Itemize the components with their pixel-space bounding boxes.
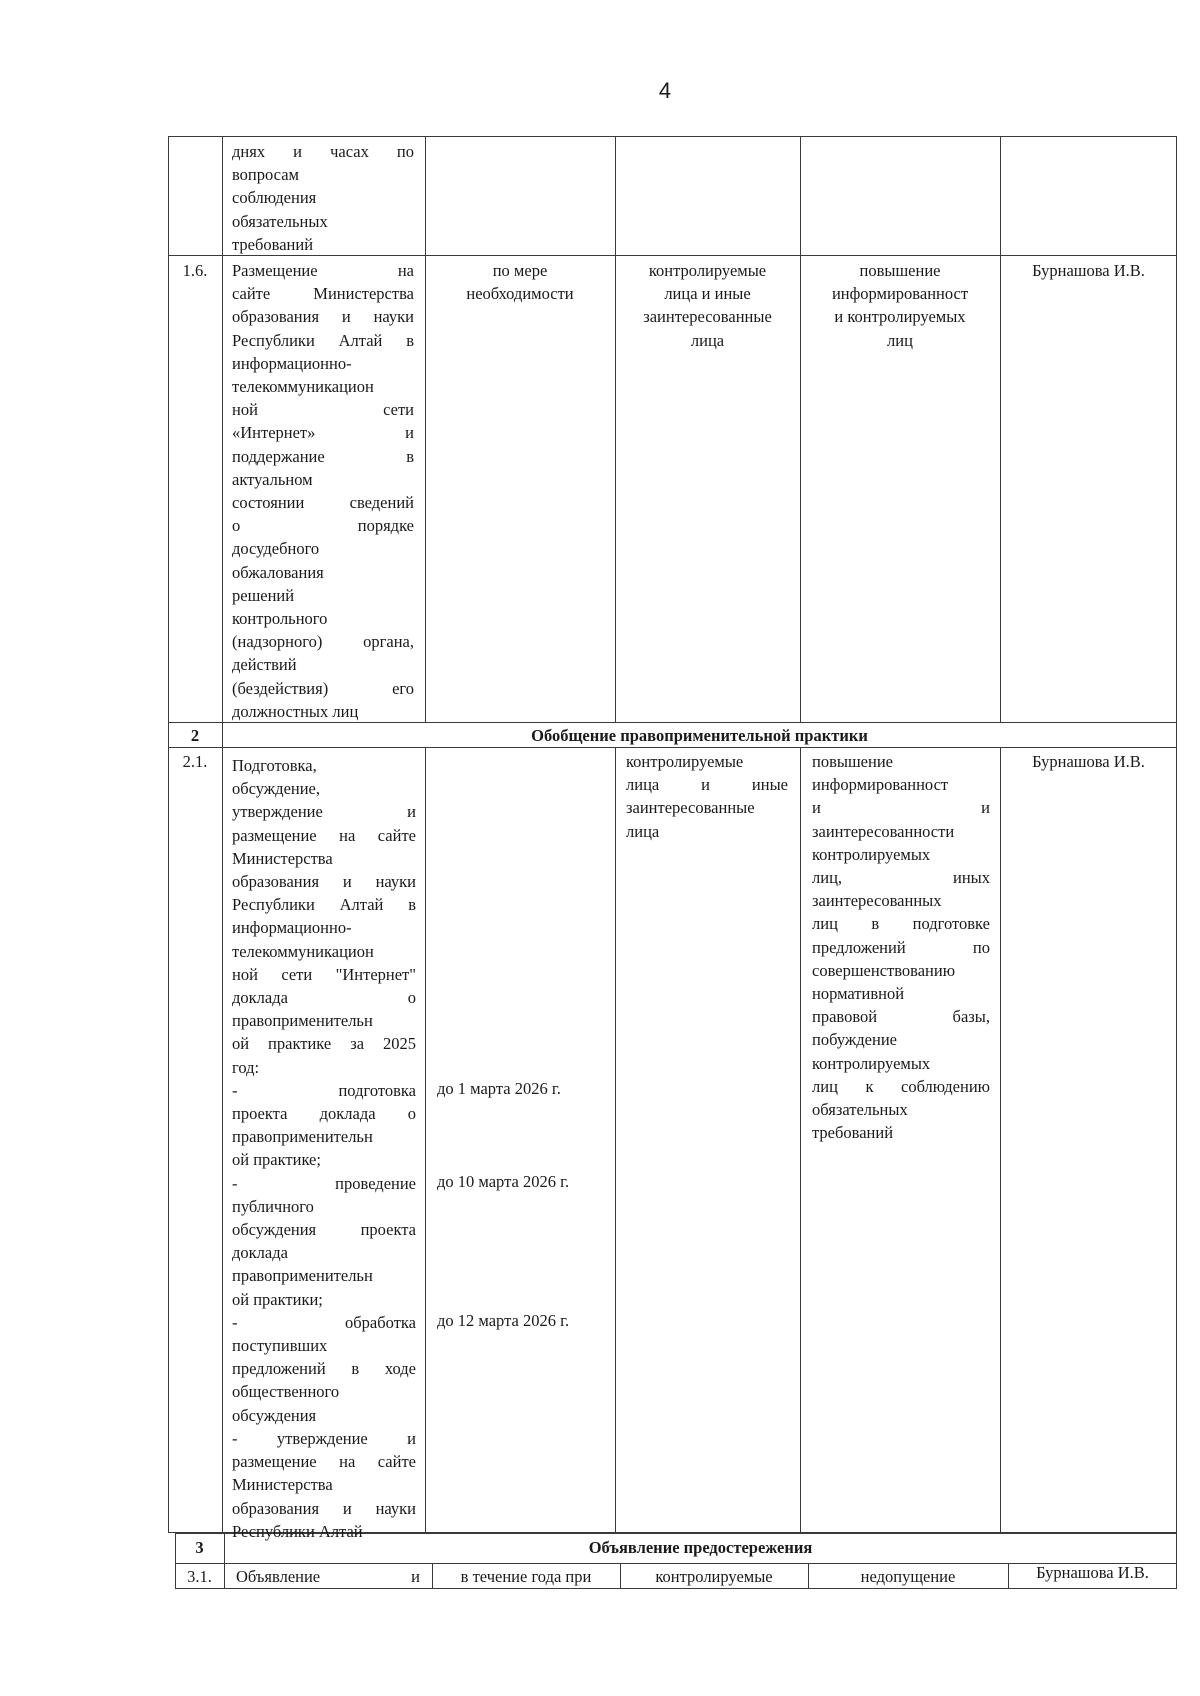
text-line: заинтересованные	[626, 798, 755, 818]
text-line: днях и часах по	[232, 142, 414, 161]
row-number-2-1: 2.1.	[182, 752, 208, 771]
text-line: правоприменительн	[232, 1266, 373, 1286]
text-line: предложений в ходе	[232, 1359, 416, 1379]
text-line: необходимости	[466, 284, 574, 304]
text-line: ой практики;	[232, 1289, 323, 1309]
col-divider	[425, 136, 426, 722]
result-cell-3-1: недопущение	[860, 1567, 956, 1586]
text-line: телекоммуникацион	[232, 941, 374, 961]
text-line: контролируемых	[812, 844, 931, 864]
term-cell-1-6	[425, 259, 615, 305]
subjects-cell-1-6	[615, 259, 800, 352]
text-line: общественного	[232, 1382, 340, 1402]
text-line: ной сети	[232, 400, 414, 420]
subjects-cell-3-1: контролируемые	[655, 1567, 773, 1586]
text-line: Республики Алтай	[232, 1521, 363, 1541]
text-line: заинтересованных	[812, 891, 942, 911]
section-number-3: 3	[195, 1538, 204, 1557]
term-cell-2-1-c: до 12 марта 2026 г.	[437, 1311, 570, 1330]
text-line: - обработка	[232, 1312, 416, 1332]
text-line: лиц	[887, 330, 913, 350]
text-line: ой практике;	[232, 1150, 321, 1170]
text-line: поддержание в	[232, 446, 414, 466]
measure-cell-1-5-cont	[232, 140, 414, 256]
responsible-cell-3-1: Бурнашова И.В.	[1036, 1563, 1149, 1582]
text-line: обсуждения проекта	[232, 1220, 416, 1240]
col-divider	[425, 747, 426, 1533]
col-divider	[615, 136, 616, 722]
col-divider	[1000, 136, 1001, 722]
text-line: действий	[232, 655, 297, 675]
text-line: обсуждения	[232, 1405, 317, 1425]
result-cell-2-1	[812, 750, 990, 1144]
text-line: лица	[690, 330, 725, 350]
term-cell-2-1-b: до 10 марта 2026 г.	[437, 1172, 570, 1191]
text-line: доклада	[232, 1243, 288, 1263]
text-line: правовой базы,	[812, 1007, 990, 1027]
text-line: размещение на сайте	[232, 1452, 416, 1472]
text-line: нормативной	[812, 984, 905, 1004]
text-line: (бездействия) его	[232, 678, 414, 698]
text-line: совершенствованию	[812, 960, 956, 980]
text-line: обсуждение,	[232, 779, 321, 799]
text-line: - утверждение и	[232, 1428, 416, 1448]
text-line: образования и науки	[232, 1498, 416, 1518]
text-line: Республики Алтай в	[232, 330, 414, 350]
text-line: соблюдения	[232, 188, 317, 208]
text-line: предложений по	[812, 937, 990, 957]
text-line: требований	[812, 1123, 894, 1143]
text-line: доклада о	[232, 988, 416, 1008]
measure-cell-2-1	[232, 754, 416, 1543]
responsible-cell-2-1: Бурнашова И.В.	[1032, 752, 1145, 771]
section-title-2: Обобщение правоприменительной практики	[531, 726, 868, 745]
text-line: заинтересованные	[643, 307, 772, 327]
subjects-cell-2-1	[626, 750, 788, 843]
text-line: год:	[232, 1057, 260, 1077]
text-line: повышение	[859, 261, 941, 280]
text-line: ной сети "Интернет"	[232, 964, 416, 984]
text-line: образования и науки	[232, 307, 414, 327]
text-line: публичного	[232, 1196, 314, 1216]
text-line: ой практике за 2025	[232, 1034, 416, 1054]
text-line: и и	[812, 798, 990, 818]
text-line: лица	[626, 821, 660, 841]
text-line: обязательных	[232, 211, 328, 231]
text-line: утверждение и	[232, 802, 416, 822]
text-line: лиц в подготовке	[812, 914, 990, 934]
text-line: лица и иные	[626, 775, 788, 795]
col-divider	[800, 747, 801, 1533]
text-line: контролируемые	[626, 752, 744, 771]
text-line: контролируемые	[648, 261, 767, 280]
text-line: «Интернет» и	[232, 423, 414, 443]
text-line: информационно-	[232, 918, 352, 938]
text-line: контролируемых	[812, 1053, 931, 1073]
text-line: заинтересованности	[812, 821, 955, 841]
term-cell-3-1: в течение года при	[460, 1567, 592, 1586]
text-line: информационно-	[232, 353, 352, 373]
measure-cell-3-1: Объявление и	[236, 1567, 420, 1586]
term-cell-2-1-a: до 1 марта 2026 г.	[437, 1079, 561, 1098]
section-title-3: Объявление предостережения	[588, 1538, 813, 1557]
text-line: размещение на сайте	[232, 825, 416, 845]
section-number-2: 2	[190, 726, 200, 745]
text-line: Подготовка,	[232, 756, 317, 775]
col-divider	[222, 136, 223, 1533]
text-line: поступивших	[232, 1336, 328, 1356]
responsible-cell-1-6: Бурнашова И.В.	[1032, 261, 1145, 280]
text-line: Министерства	[232, 848, 333, 868]
text-line: требований	[232, 234, 314, 254]
text-line: Размещение на	[232, 261, 414, 280]
measure-cell-1-6	[232, 259, 414, 723]
text-line: информированност	[831, 284, 969, 304]
text-line: правоприменительн	[232, 1011, 373, 1031]
text-line: проекта доклада о	[232, 1104, 416, 1124]
text-line: обжалования	[232, 562, 324, 582]
text-line: о порядке	[232, 516, 414, 536]
text-line: Республики Алтай в	[232, 895, 416, 915]
text-line: (надзорного) органа,	[232, 632, 414, 652]
row-number-3-1: 3.1.	[187, 1567, 212, 1586]
text-line: правоприменительн	[232, 1127, 373, 1147]
text-line: лиц к соблюдению	[812, 1076, 990, 1096]
text-line: по мере	[492, 261, 548, 280]
col-divider	[1000, 747, 1001, 1533]
text-line: решений	[232, 585, 295, 605]
text-line: образования и науки	[232, 872, 416, 892]
row-number-1-6: 1.6.	[182, 261, 208, 280]
text-line: повышение	[812, 752, 893, 771]
text-line: досудебного	[232, 539, 320, 559]
text-line: - подготовка	[232, 1080, 416, 1100]
text-line: лиц, иных	[812, 868, 990, 888]
text-line: актуальном	[232, 469, 313, 489]
page-number: 4	[658, 78, 672, 103]
text-line: побуждение	[812, 1030, 897, 1050]
text-line: телекоммуникацион	[232, 377, 374, 397]
col-divider	[800, 136, 801, 722]
text-line: должностных лиц	[232, 701, 359, 721]
text-line: и контролируемых	[834, 307, 966, 327]
text-line: состоянии сведений	[232, 493, 414, 513]
text-line: информированност	[812, 775, 949, 795]
col-divider	[615, 747, 616, 1533]
text-line: вопросам	[232, 165, 299, 185]
text-line: обязательных	[812, 1100, 908, 1120]
text-line: контрольного	[232, 609, 328, 629]
text-line: сайте Министерства	[232, 284, 414, 304]
result-cell-1-6	[800, 259, 1000, 352]
text-line: лица и иные	[664, 284, 751, 304]
text-line: - проведение	[232, 1173, 416, 1193]
text-line: Министерства	[232, 1475, 333, 1495]
